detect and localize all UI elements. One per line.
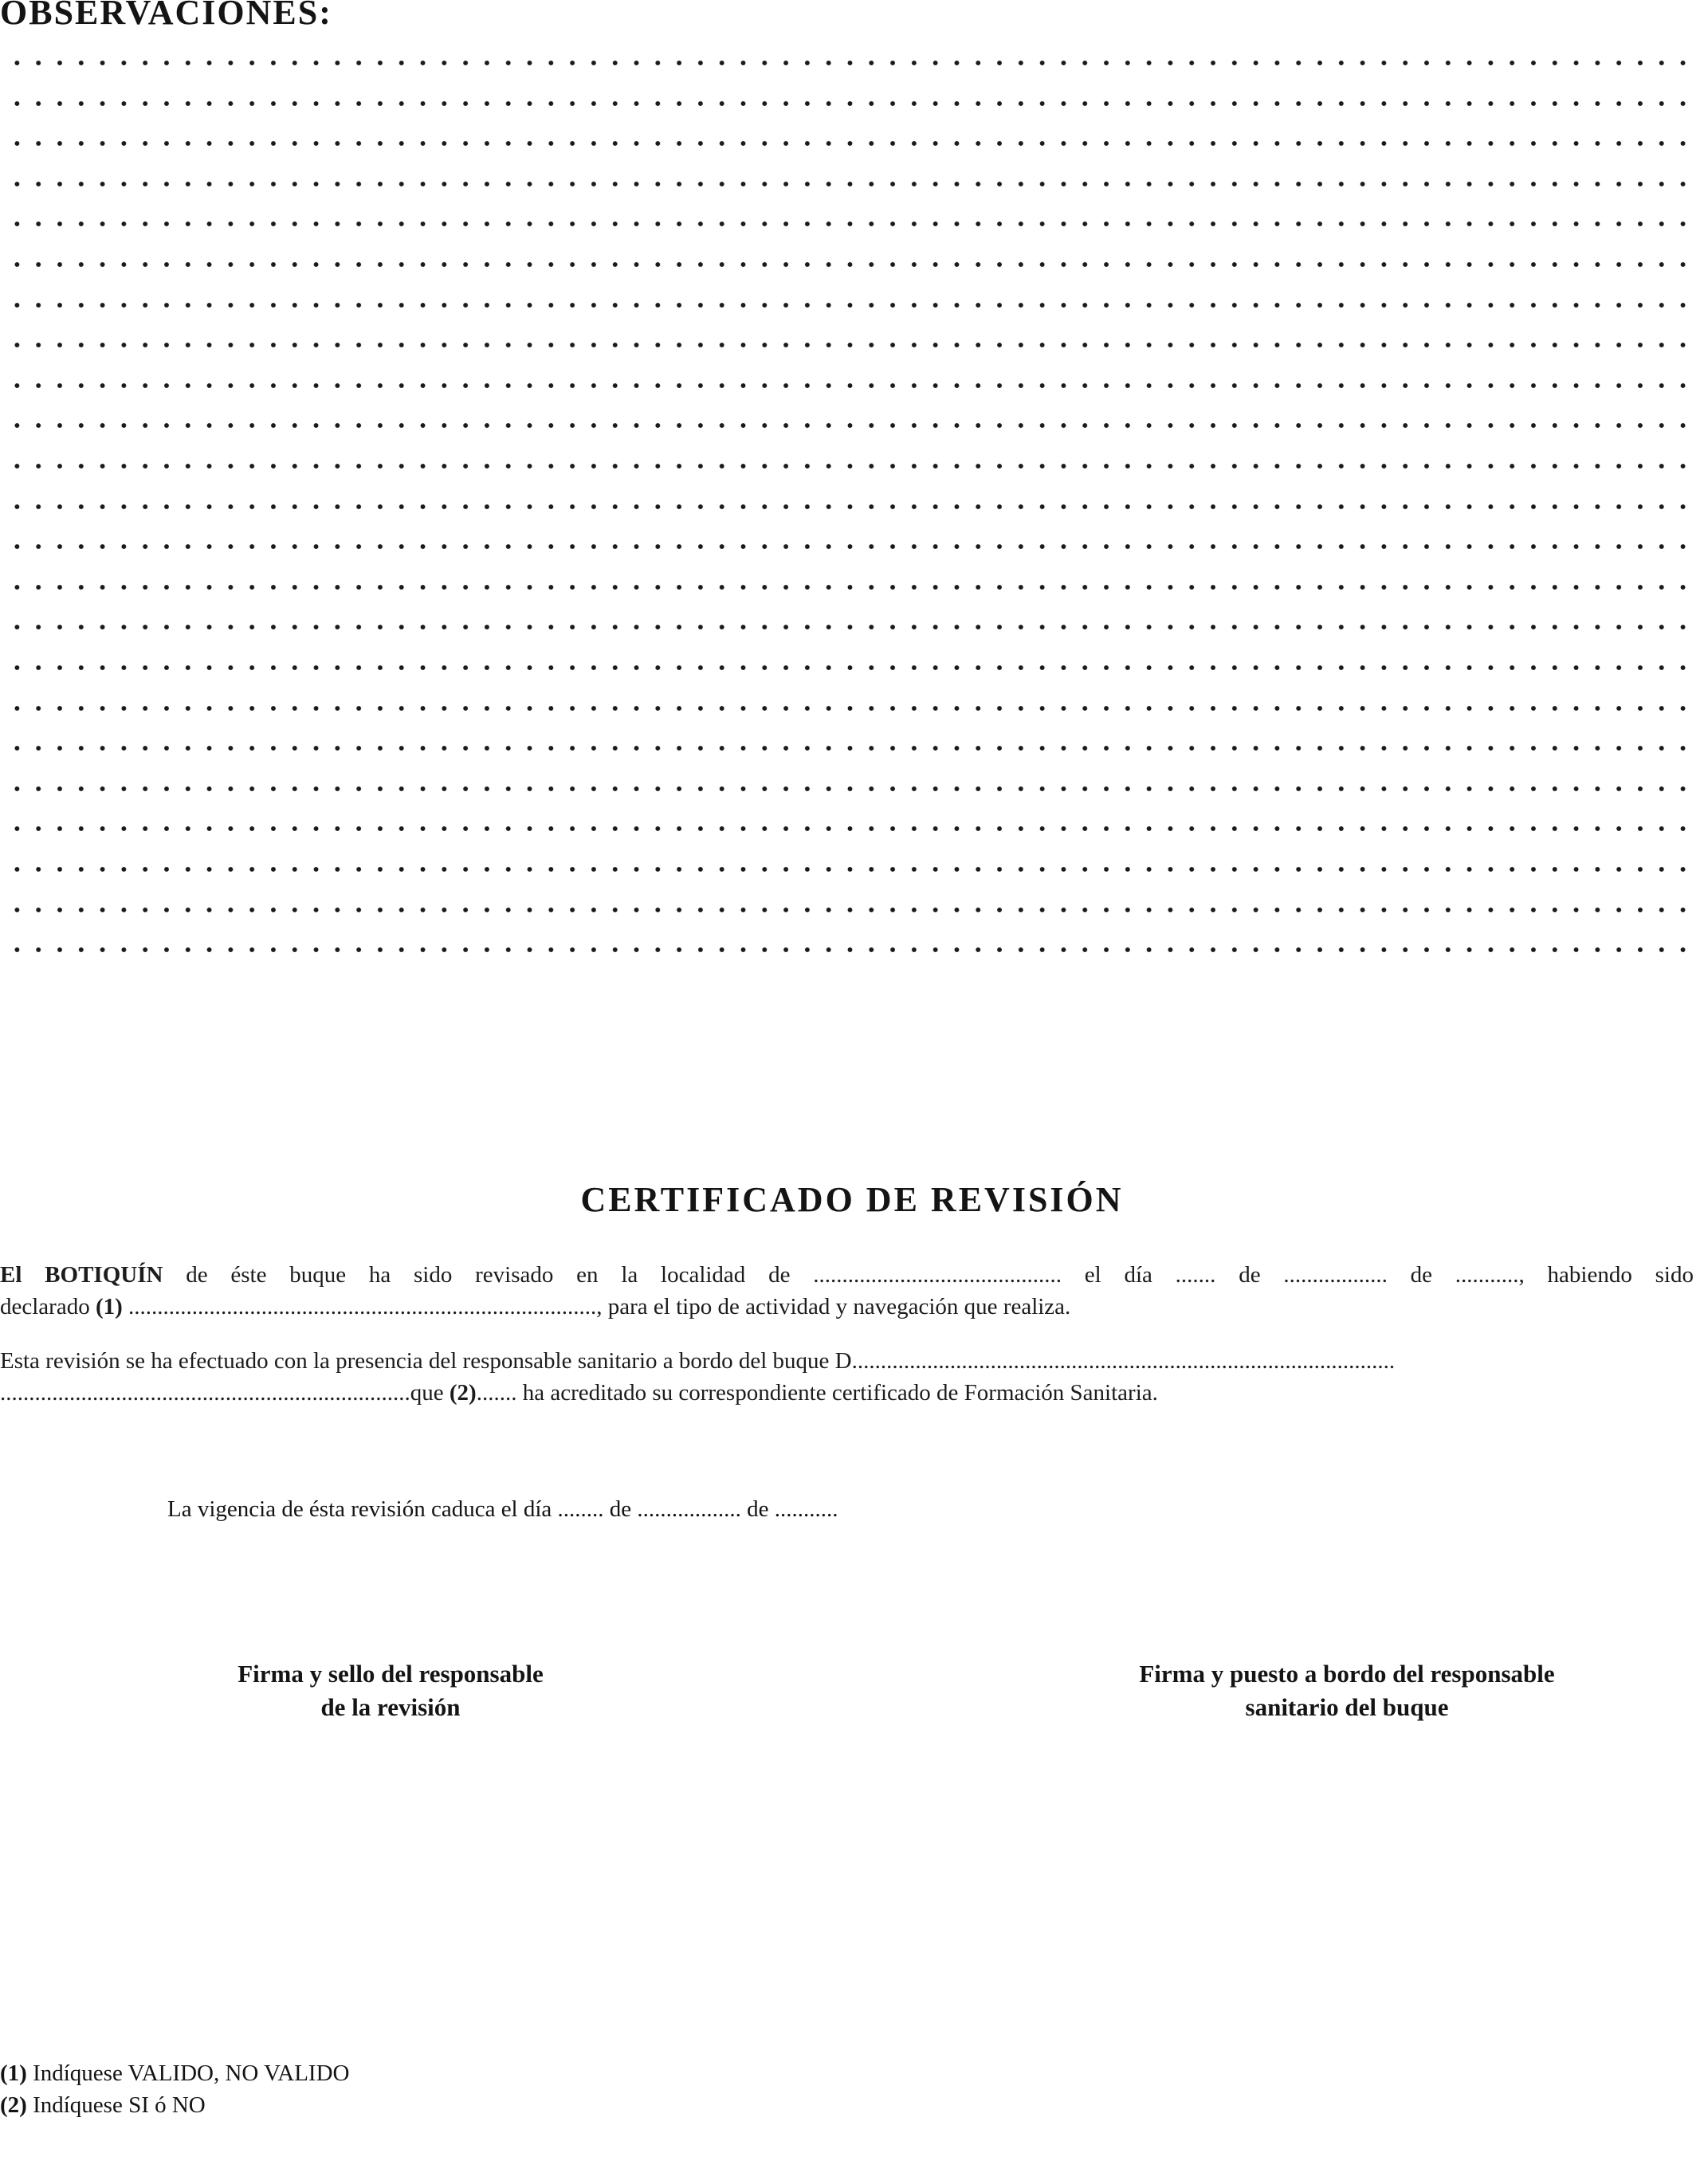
botiquin-line-2-text: ................................................................................., para el tipo de actividad y navegación que realiza. [122,1294,1071,1319]
dotted-line [6,745,1700,751]
dotted-line [6,705,1700,712]
dotted-line [6,100,1700,107]
declarado-text: declarado [0,1294,96,1319]
dotted-line [6,221,1700,227]
signature-left-line-2: de la revisión [320,1693,461,1721]
paragraph-revision-line-1: Esta revisión se ha efectuado con la presencia del responsable sanitario a bordo del buque D.............................................................................................. [0,1348,1396,1374]
footnote-1-text: Indíquese VALIDO, NO VALIDO [26,2060,350,2086]
observaciones-title: OBSERVACIONES: [0,0,332,32]
dotted-line [6,181,1700,187]
dotted-line [6,261,1700,268]
footnote-ref-2: (2) [449,1380,477,1406]
paragraph-botiquin-line-1 [0,1259,1694,1291]
paragraph-botiquin-line-2 [0,1291,1694,1323]
botiquin-label: El BOTIQUÍN [0,1262,163,1288]
dotted-line [6,624,1700,630]
dotted-line [6,382,1700,389]
certificado-title: CERTIFICADO DE REVISIÓN [580,1180,1124,1219]
dotted-line [6,665,1700,671]
dotted-line [6,866,1700,872]
dotted-line [6,584,1700,590]
dotted-line [6,422,1700,429]
dotted-line [6,60,1700,66]
revision-line-2-text-b: ....... ha acreditado su correspondiente certificado de Formación Sanitaria. [476,1380,1158,1406]
vigencia-line: La vigencia de ésta revisión caduca el día ........ de .................. de ........... [167,1496,838,1522]
dotted-line [6,543,1700,550]
dotted-line [6,947,1700,953]
botiquin-line-1-text: de éste buque ha sido revisado en la localidad de ........................................... el día ....... de .................. de ..........., habiendo sido [163,1262,1694,1288]
footnote-2-marker: (2) [0,2092,27,2118]
signature-left [151,1657,630,1724]
footnotes [0,2057,349,2121]
signature-right-line-2: sanitario del buque [1245,1693,1449,1721]
footnote-1 [0,2057,349,2089]
footnote-ref-1: (1) [95,1294,123,1319]
dotted-line [6,140,1700,147]
footnote-2 [0,2089,349,2121]
dotted-line [6,907,1700,913]
signature-left-line-1: Firma y sello del responsable [238,1660,544,1688]
paragraph-botiquin [0,1259,1694,1323]
paragraph-revision-line-2 [0,1377,1638,1409]
dotted-line [6,504,1700,510]
dotted-line [6,786,1700,792]
footnote-1-marker: (1) [0,2060,27,2086]
dotted-line [6,302,1700,308]
footnote-2-text: Indíquese SI ó NO [26,2092,206,2118]
dotted-line [6,463,1700,469]
dotted-line [6,825,1700,832]
signature-right [1020,1657,1674,1724]
signature-right-line-1: Firma y puesto a bordo del responsable [1139,1660,1555,1688]
paragraph-revision [0,1345,1638,1409]
revision-line-2-text-a: .......................................................................que [0,1380,450,1406]
dotted-line [6,342,1700,348]
